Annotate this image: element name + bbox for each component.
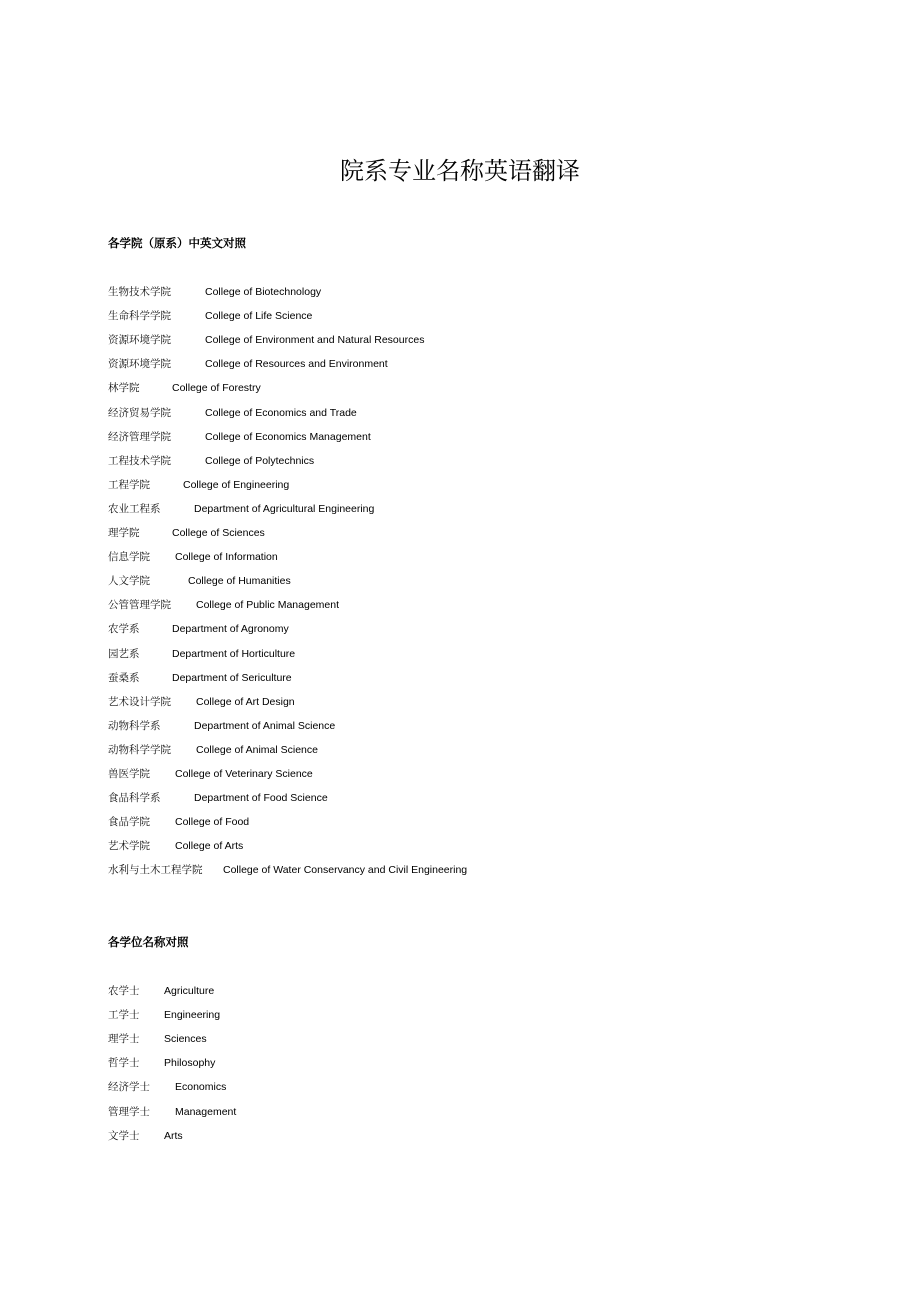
chinese-name: 农业工程系	[108, 502, 161, 515]
chinese-name: 工学士	[108, 1009, 140, 1022]
chinese-name: 园艺系	[108, 647, 140, 660]
english-name: College of Environment and Natural Resources	[205, 334, 425, 347]
chinese-name: 农学系	[108, 623, 140, 636]
chinese-name: 艺术学院	[108, 840, 150, 853]
chinese-name: 动物科学系	[108, 719, 161, 732]
chinese-name: 文学士	[108, 1129, 140, 1142]
chinese-name: 资源环境学院	[108, 358, 171, 371]
chinese-name: 哲学士	[108, 1057, 140, 1070]
english-name: College of Public Management	[196, 599, 340, 612]
chinese-name: 信息学院	[108, 551, 150, 564]
english-name: College of Polytechnics	[205, 454, 315, 467]
english-name: Arts	[164, 1129, 183, 1142]
english-name: College of Humanities	[188, 575, 291, 588]
english-name: Engineering	[164, 1009, 221, 1022]
english-name: College of Water Conservancy and Civil Engineering	[223, 864, 468, 877]
chinese-name: 资源环境学院	[108, 334, 171, 347]
english-name: College of Resources and Environment	[205, 358, 388, 371]
english-name: Economics	[175, 1081, 227, 1094]
english-name: College of Food	[175, 816, 250, 829]
chinese-name: 艺术设计学院	[108, 695, 171, 708]
english-name: Philosophy	[164, 1057, 216, 1070]
english-name: College of Forestry	[172, 382, 261, 395]
english-name: Agriculture	[164, 985, 215, 997]
chinese-name: 农学士	[108, 985, 140, 997]
english-name: Department of Food Science	[194, 792, 328, 805]
english-name: Department of Horticulture	[172, 647, 296, 660]
chinese-name: 理学院	[108, 527, 140, 539]
english-name: Department of Sericulture	[172, 671, 292, 684]
chinese-name: 经济管理学院	[108, 430, 171, 443]
chinese-name: 食品科学系	[108, 792, 161, 805]
colleges-section-heading: 各学院（原系）中英文对照	[108, 236, 246, 250]
chinese-name: 经济学士	[108, 1081, 150, 1094]
english-name: College of Biotechnology	[205, 286, 322, 298]
english-name: College of Life Science	[205, 310, 313, 323]
chinese-name: 人文学院	[108, 575, 150, 588]
chinese-name: 食品学院	[108, 816, 150, 829]
english-name: Department of Agronomy	[172, 623, 289, 636]
chinese-name: 动物科学学院	[108, 743, 171, 756]
english-name: College of Art Design	[196, 695, 295, 708]
chinese-name: 工程学院	[108, 478, 150, 491]
chinese-name: 林学院	[108, 382, 140, 395]
english-name: College of Animal Science	[196, 743, 318, 756]
chinese-name: 管理学士	[108, 1105, 150, 1118]
chinese-name: 公管管理学院	[108, 599, 171, 612]
english-name: Department of Agricultural Engineering	[194, 502, 375, 515]
english-name: College of Economics Management	[205, 430, 371, 443]
english-name: College of Economics and Trade	[205, 406, 357, 419]
english-name: College of Arts	[175, 840, 244, 853]
english-name: College of Engineering	[183, 478, 290, 491]
degrees-section-heading: 各学位名称对照	[108, 935, 189, 949]
english-name: College of Veterinary Science	[175, 768, 313, 780]
english-name: Sciences	[164, 1033, 207, 1046]
chinese-name: 理学士	[108, 1033, 140, 1046]
chinese-name: 兽医学院	[108, 768, 150, 780]
english-name: College of Sciences	[172, 527, 265, 539]
chinese-name: 经济贸易学院	[108, 406, 171, 419]
chinese-name: 生命科学学院	[108, 310, 171, 323]
english-name: College of Information	[175, 551, 278, 564]
chinese-name: 水利与土木工程学院	[108, 864, 203, 877]
chinese-name: 生物技术学院	[108, 286, 171, 298]
page-title: 院系专业名称英语翻译	[340, 157, 580, 186]
chinese-name: 工程技术学院	[108, 454, 171, 467]
chinese-name: 蚕桑系	[108, 671, 140, 684]
english-name: Department of Animal Science	[194, 719, 336, 732]
english-name: Management	[175, 1105, 237, 1118]
